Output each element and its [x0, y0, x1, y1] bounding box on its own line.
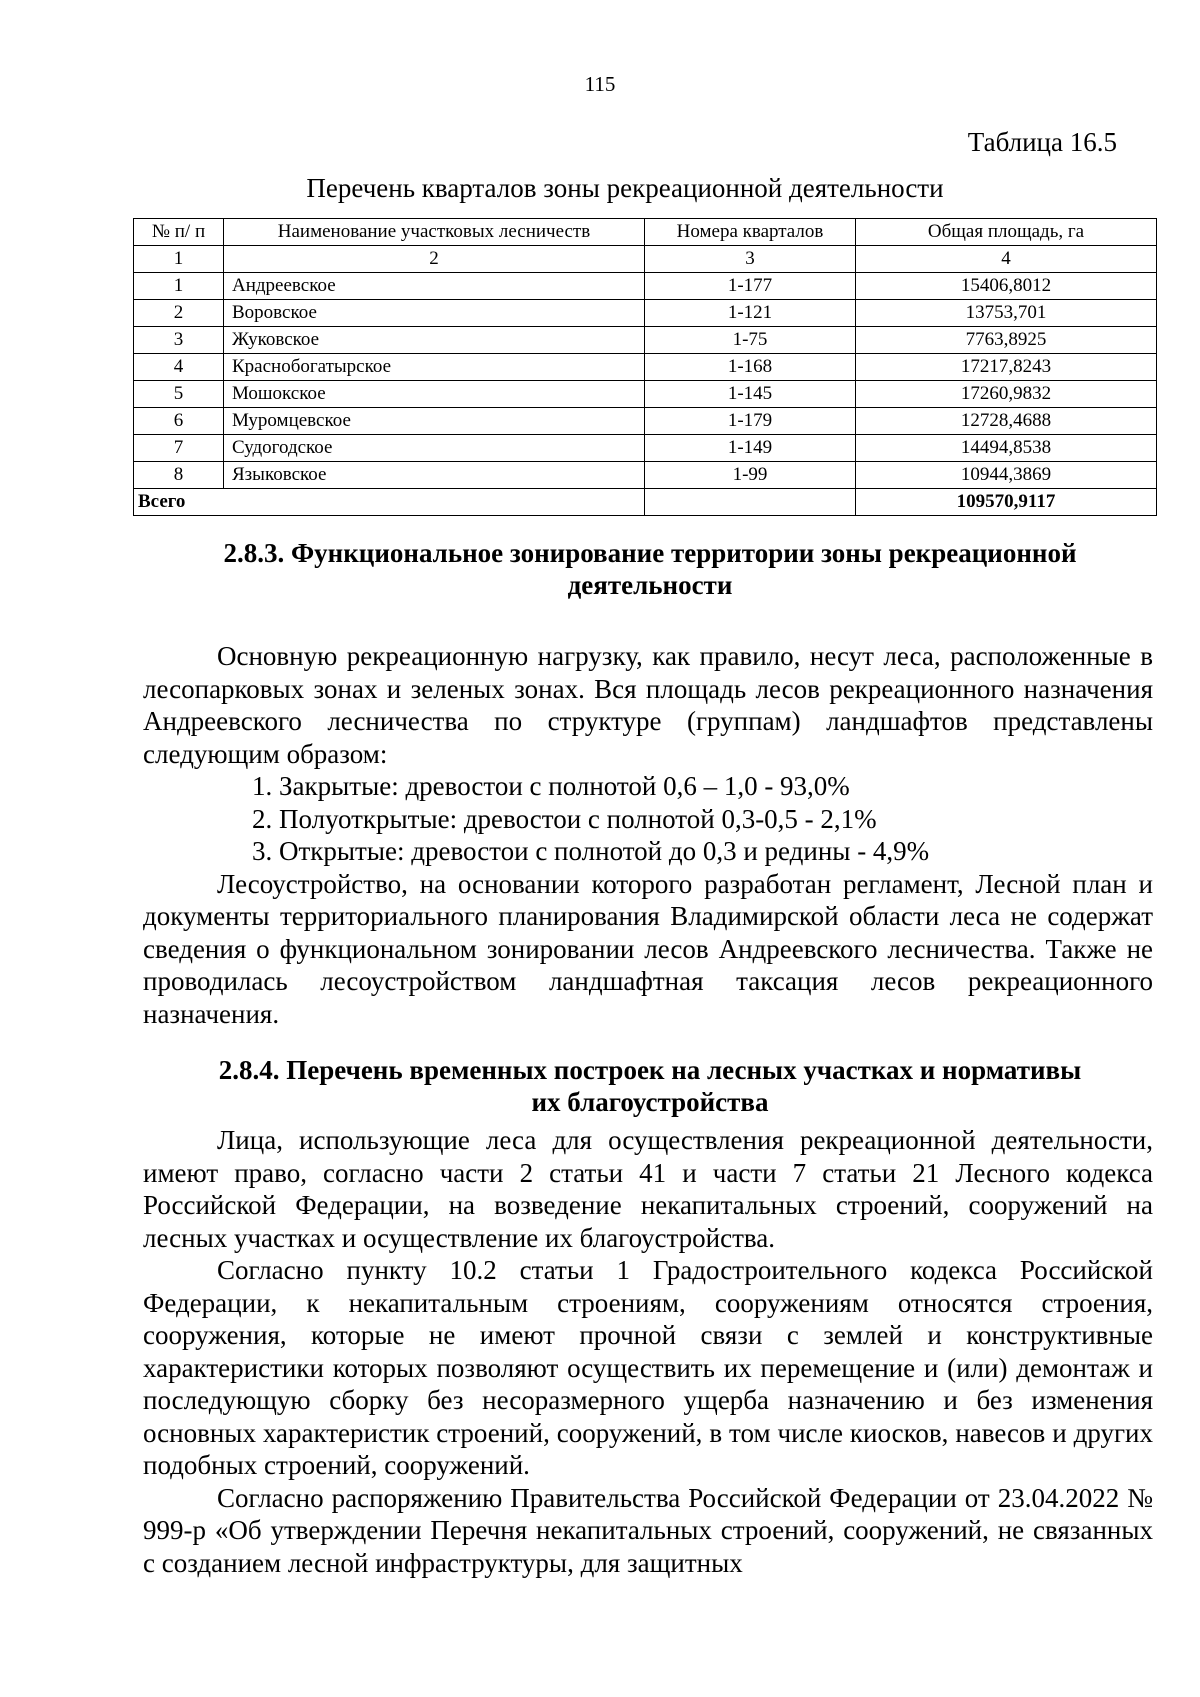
row-number: 2 — [134, 300, 224, 327]
row-number: 4 — [134, 354, 224, 381]
table-column-numbers-row — [134, 246, 1157, 273]
table-label: Таблица 16.5 — [967, 127, 1117, 157]
row-name: Воровское — [224, 300, 645, 327]
row-area: 12728,4688 — [856, 408, 1157, 435]
landscape-groups-list — [143, 770, 1153, 868]
row-name: Жуковское — [224, 327, 645, 354]
row-number: 6 — [134, 408, 224, 435]
list-item: 2. Полуоткрытые: древостои с полнотой 0,3-0,5 - 2,1% — [252, 803, 877, 834]
row-quarters: 1-177 — [645, 273, 856, 300]
paragraph: Согласно распоряжению Правительства Российской Федерации от 23.04.2022 № 999-р «Об утверждении Перечня некапитальных строений, сооружений, не связанных с созданием лесной инфраструктуры, для защитных — [143, 1482, 1153, 1578]
section-2-8-3-heading-line1: 2.8.3. Функциональное зонирование территории зоны рекреационной — [223, 538, 1077, 568]
row-quarters: 1-168 — [645, 354, 856, 381]
section-2-8-3-heading-line2: деятельности — [567, 570, 733, 600]
row-name: Судогодское — [224, 435, 645, 462]
total-quarters-empty — [645, 489, 856, 516]
row-area: 17217,8243 — [856, 354, 1157, 381]
row-number: 7 — [134, 435, 224, 462]
column-number-3: 3 — [645, 246, 856, 273]
table-row — [134, 327, 1157, 354]
section-2-8-3-heading — [140, 537, 1160, 601]
paragraph: Лесоустройство, на основании которого разработан регламент, Лесной план и документы территориального планирования Владимирской области леса не содержат сведения о функциональном зонировании лесов Андреевского лесничества. Также не проводилась лесоустройством ландшафтная таксация лесов рекреационного назначения. — [143, 868, 1153, 1029]
row-quarters: 1-99 — [645, 462, 856, 489]
table-total-row — [134, 489, 1157, 516]
section-2-8-4-heading — [140, 1054, 1160, 1118]
table-row — [134, 273, 1157, 300]
table-row — [134, 381, 1157, 408]
table-row — [134, 300, 1157, 327]
section-2-8-4-heading-line1: 2.8.4. Перечень временных построек на лесных участках и нормативы — [218, 1055, 1082, 1085]
row-area: 15406,8012 — [856, 273, 1157, 300]
row-name: Андреевское — [224, 273, 645, 300]
column-number-1: 1 — [134, 246, 224, 273]
header-area: Общая площадь, га — [856, 219, 1157, 246]
header-number: № п/ п — [134, 219, 224, 246]
row-area: 13753,701 — [856, 300, 1157, 327]
table-caption: Перечень кварталов зоны рекреационной деятельности — [306, 173, 944, 203]
quarters-table — [133, 218, 1157, 516]
row-quarters: 1-149 — [645, 435, 856, 462]
row-number: 1 — [134, 273, 224, 300]
section-2-8-3-body — [143, 640, 1153, 1030]
row-quarters: 1-179 — [645, 408, 856, 435]
header-quarters: Номера кварталов — [645, 219, 856, 246]
paragraph: Согласно пункту 10.2 статьи 1 Градостроительного кодекса Российской Федерации, к некапитальным строениям, сооружениям относятся строения, сооружения, которые не имеют прочной связи с землей и конструктивные характеристики которых позволяют осуществить их перемещение и (или) демонтаж и последующую сборку без несоразмерного ущерба назначению и без изменения основных характеристик строений, сооружений, в том числе киосков, навесов и других подобных строений, сооружений. — [143, 1255, 1153, 1480]
list-item: 3. Открытые: древостои с полнотой до 0,3 и редины - 4,9% — [252, 836, 930, 866]
row-number: 3 — [134, 327, 224, 354]
list-item: 1. Закрытые: древостои с полнотой 0,6 – 1,0 - 93,0% — [252, 771, 850, 801]
row-number: 8 — [134, 462, 224, 489]
total-area: 109570,9117 — [856, 489, 1157, 516]
section-2-8-4-body — [143, 1124, 1153, 1579]
row-name: Мошокское — [224, 381, 645, 408]
table-row — [134, 435, 1157, 462]
page-number: 115 — [584, 72, 616, 96]
row-area: 7763,8925 — [856, 327, 1157, 354]
column-number-2: 2 — [224, 246, 645, 273]
paragraph: Лица, использующие леса для осуществления рекреационной деятельности, имеют право, согласно части 2 статьи 41 и части 7 статьи 21 Лесного кодекса Российской Федерации, на возведение некапитальных строений, сооружений на лесных участках и осуществление их благоустройства. — [143, 1125, 1153, 1253]
row-name: Языковское — [224, 462, 645, 489]
row-area: 17260,9832 — [856, 381, 1157, 408]
table-row — [134, 408, 1157, 435]
row-name: Краснобогатырское — [224, 354, 645, 381]
total-label: Всего — [134, 489, 645, 516]
section-2-8-4-heading-line2: их благоустройства — [531, 1087, 769, 1117]
header-name: Наименование участковых лесничеств — [224, 219, 645, 246]
row-name: Муромцевское — [224, 408, 645, 435]
paragraph: Основную рекреационную нагрузку, как правило, несут леса, расположенные в лесопарковых зонах и зеленых зонах. Вся площадь лесов рекреационного назначения Андреевского лесничества по структуре (группам) ландшафтов представлены следующим образом: — [143, 641, 1153, 769]
table-row — [134, 354, 1157, 381]
row-number: 5 — [134, 381, 224, 408]
row-quarters: 1-121 — [645, 300, 856, 327]
table-row — [134, 462, 1157, 489]
table-header-row — [134, 219, 1157, 246]
row-quarters: 1-75 — [645, 327, 856, 354]
row-area: 10944,3869 — [856, 462, 1157, 489]
row-area: 14494,8538 — [856, 435, 1157, 462]
column-number-4: 4 — [856, 246, 1157, 273]
row-quarters: 1-145 — [645, 381, 856, 408]
